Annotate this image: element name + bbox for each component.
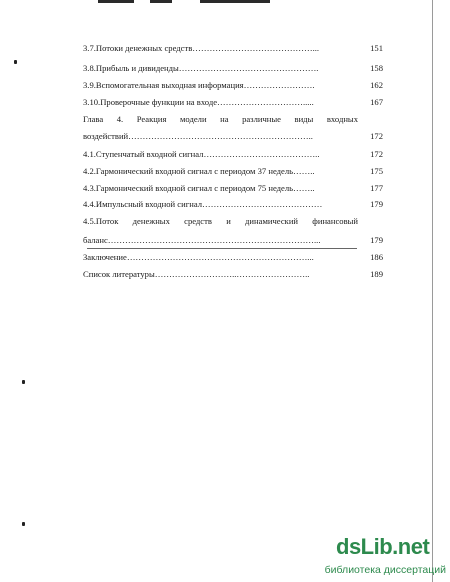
toc-entry-title: 3.7.Потоки денежных средств……………………………………... xyxy=(83,43,320,53)
toc-entry-title: 4.5.Поток денежных средств и динамический финансовый xyxy=(83,216,358,226)
toc-entry xyxy=(83,80,383,91)
divider-line xyxy=(87,248,357,249)
scan-mark xyxy=(22,380,25,384)
toc-entry xyxy=(83,97,383,108)
toc-entry-title: 3.9.Вспомогательная выходная информация……………………. xyxy=(83,80,315,90)
scan-artifact xyxy=(200,0,270,3)
toc-entry-page: 172 xyxy=(370,149,383,159)
toc-entry-title: баланс………………………………………………………………... xyxy=(83,235,321,245)
toc-entry-title: Глава 4. Реакция модели на различные виды входных xyxy=(83,114,358,124)
toc-entry-title: 4.1.Ступенчатый входной сигнал………………………………….. xyxy=(83,149,320,159)
toc-entry xyxy=(83,166,383,177)
scan-mark xyxy=(22,522,25,526)
watermark-subtitle: библиотека диссертаций xyxy=(324,564,446,576)
toc-entry-page: 177 xyxy=(370,183,383,193)
scan-edge xyxy=(432,0,433,582)
toc-entry-page: 179 xyxy=(370,199,383,209)
toc-entry-title: Заключение………………………………………………………... xyxy=(83,252,314,262)
toc-entry-page: 167 xyxy=(370,97,383,107)
toc-entry-page: 172 xyxy=(370,131,383,141)
toc-chapter-heading xyxy=(83,114,358,125)
toc-entry xyxy=(83,131,383,142)
toc-entry-page: 158 xyxy=(370,63,383,73)
toc-entry xyxy=(83,252,383,263)
toc-entry-page: 186 xyxy=(370,252,383,262)
toc-entry-title: 4.2.Гармонический входной сигнал с периодом 37 недель…….. xyxy=(83,166,315,176)
toc-entry-page: 162 xyxy=(370,80,383,90)
toc-entry xyxy=(83,43,383,54)
toc-entry xyxy=(83,235,383,246)
toc-entry-title: Список литературы………………………..…………………….. xyxy=(83,269,310,279)
scan-mark xyxy=(14,60,17,64)
toc-entry-title: 3.8.Прибыль и дивиденды…………………………………………. xyxy=(83,63,319,73)
scan-artifact xyxy=(98,0,134,3)
toc-entry xyxy=(83,63,383,74)
toc-entry xyxy=(83,149,383,160)
watermark xyxy=(324,532,446,576)
toc-entry xyxy=(83,183,383,194)
scan-artifact xyxy=(150,0,172,3)
toc-entry-title: 3.10.Проверочные функции на входе…………………………..... xyxy=(83,97,314,107)
toc-entry-page: 175 xyxy=(370,166,383,176)
toc-entry-heading xyxy=(83,216,358,227)
toc-entry xyxy=(83,269,383,280)
toc-entry-title: 4.3.Гармонический входной сигнал с периодом 75 недель…….. xyxy=(83,183,315,193)
toc-entry-page: 189 xyxy=(370,269,383,279)
toc-entry-title: 4.4.Импульсный входной сигнал…………………………………… xyxy=(83,199,323,209)
toc-entry-page: 151 xyxy=(370,43,383,53)
watermark-logo: dsLib.net xyxy=(336,534,430,559)
toc-entry-title: воздействий……………………………………………………….. xyxy=(83,131,313,141)
toc-entry xyxy=(83,199,383,210)
toc-entry-page: 179 xyxy=(370,235,383,245)
